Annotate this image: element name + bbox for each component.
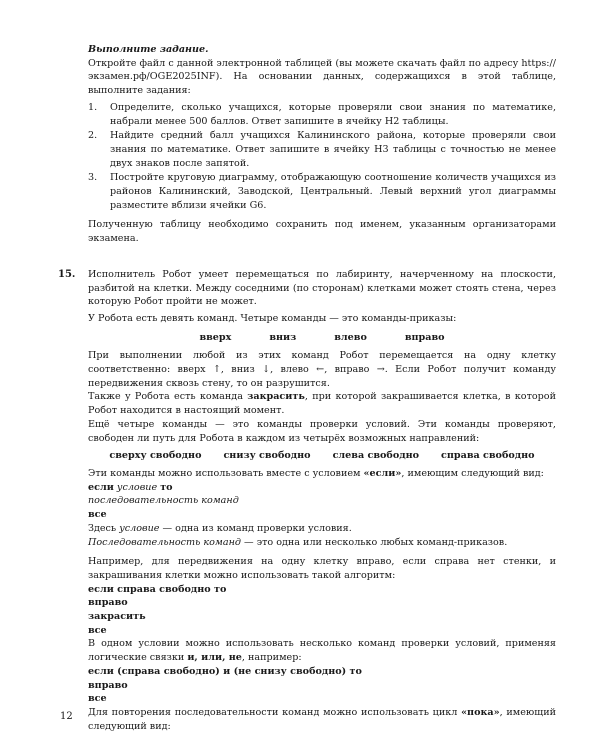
- q15-paragraph-2: У Робота есть девять команд. Четыре команды — это команды-приказы:: [88, 312, 457, 324]
- task-header: Выполните задание.: [88, 44, 209, 55]
- algorithm-line: если (справа свободно) и (не снизу свободно) то: [88, 665, 362, 677]
- q15-paragraph-1: 15. Исполнитель Робот умеет перемещаться по лабиринту, начерченному на плоскости, разбитой на клетки. Между соседними (по сторонам) клетками может стоять стена, через которую Робот пройти не может.: [58, 268, 556, 308]
- list-item: 3. Постройте круговую диаграмму, отображающую соотношение количеств учащихся из районов Калининский, Заводской, Центральный. Левый верхний угол диаграммы разместите вблизи ячейки G6.: [88, 172, 556, 211]
- q15-paragraph-7: Здесь условие — одна из команд проверки условия.: [88, 522, 352, 534]
- algorithm-line: если справа свободно то: [88, 583, 227, 595]
- condition-right: справа свободно: [441, 450, 535, 462]
- intro-paragraph: Откройте файл с данной электронной таблицей (вы можете скачать файл по адресу https://экзамен.рф/OGE2025INF). На основании данных, содержащихся в этой таблице, выполните задания:: [88, 57, 556, 97]
- q15-paragraph-8: Последовательность команд — это одна или несколько любых команд-приказов.: [88, 536, 508, 548]
- algorithm-line: все: [88, 624, 107, 636]
- command-left: влево: [334, 331, 367, 343]
- q15-paragraph-5: Ещё четыре команды — это команды проверки условий. Эти команды проверяют, свободен ли путь для Робота в каждом из четырёх возможных направлений:: [88, 418, 556, 444]
- q15-paragraph-6: Эти команды можно использовать вместе с условием «если», имеющим следующий вид:: [88, 467, 544, 479]
- sequence-syntax-line: последовательность команд: [88, 495, 239, 507]
- condition-list: [88, 449, 556, 463]
- command-right: вправо: [404, 331, 445, 343]
- q15-paragraph-10: В одном условии можно использовать несколько команд проверки условий, применяя логические связки и, или, не, например:: [88, 638, 556, 664]
- q15-paragraph-9: Например, для передвижения на одну клетку вправо, если справа нет стенки, и закрашивания клетки можно использовать такой алгоритм:: [88, 556, 556, 581]
- q15-paragraph-3: При выполнении любой из этих команд Робот перемещается на одну клетку соответственно: вверх ↑, вниз ↓, влево ←, вправо →. Если Робот получит команду передвижения сквозь стену, то он разрушится.: [88, 350, 556, 389]
- save-note: Полученную таблицу необходимо сохранить под именем, указанным организаторами экзамена.: [88, 219, 556, 245]
- page-number: 12: [60, 711, 73, 722]
- q15-paragraph-4: Также у Робота есть команда закрасить, при которой закрашивается клетка, в которой Робот находится в настоящий момент.: [88, 391, 556, 417]
- command-down: вниз: [269, 331, 297, 343]
- list-item: 1. Определите, сколько учащихся, которые проверяли свои знания по математике, набрали менее 500 баллов. Ответ запишите в ячейку Н2 таблицы.: [88, 101, 556, 127]
- algorithm-line: закрасить: [88, 611, 146, 623]
- condition-down: снизу свободно: [223, 450, 311, 462]
- question-number: 15.: [58, 268, 76, 280]
- command-list: [88, 331, 556, 345]
- list-item: 2. Найдите средний балл учащихся Калининского района, которые проверяли свои знания по математике. Ответ запишите в ячейку Н3 таблицы с точностью не менее двух знаков после запятой.: [88, 130, 556, 169]
- command-up: вверх: [199, 331, 232, 343]
- q15-paragraph-11: Для повторения последовательности команд можно использовать цикл «пока», имеющий следующий вид:: [88, 706, 556, 732]
- task-list: [88, 101, 556, 213]
- condition-up: сверху свободно: [109, 450, 202, 462]
- condition-left: слева свободно: [332, 450, 420, 462]
- algorithm-line: вправо: [88, 679, 128, 691]
- algorithm-line: вправо: [88, 597, 128, 609]
- end-syntax-line: все: [88, 509, 107, 521]
- if-syntax-line: если условие то: [88, 481, 173, 493]
- algorithm-line: все: [88, 693, 107, 705]
